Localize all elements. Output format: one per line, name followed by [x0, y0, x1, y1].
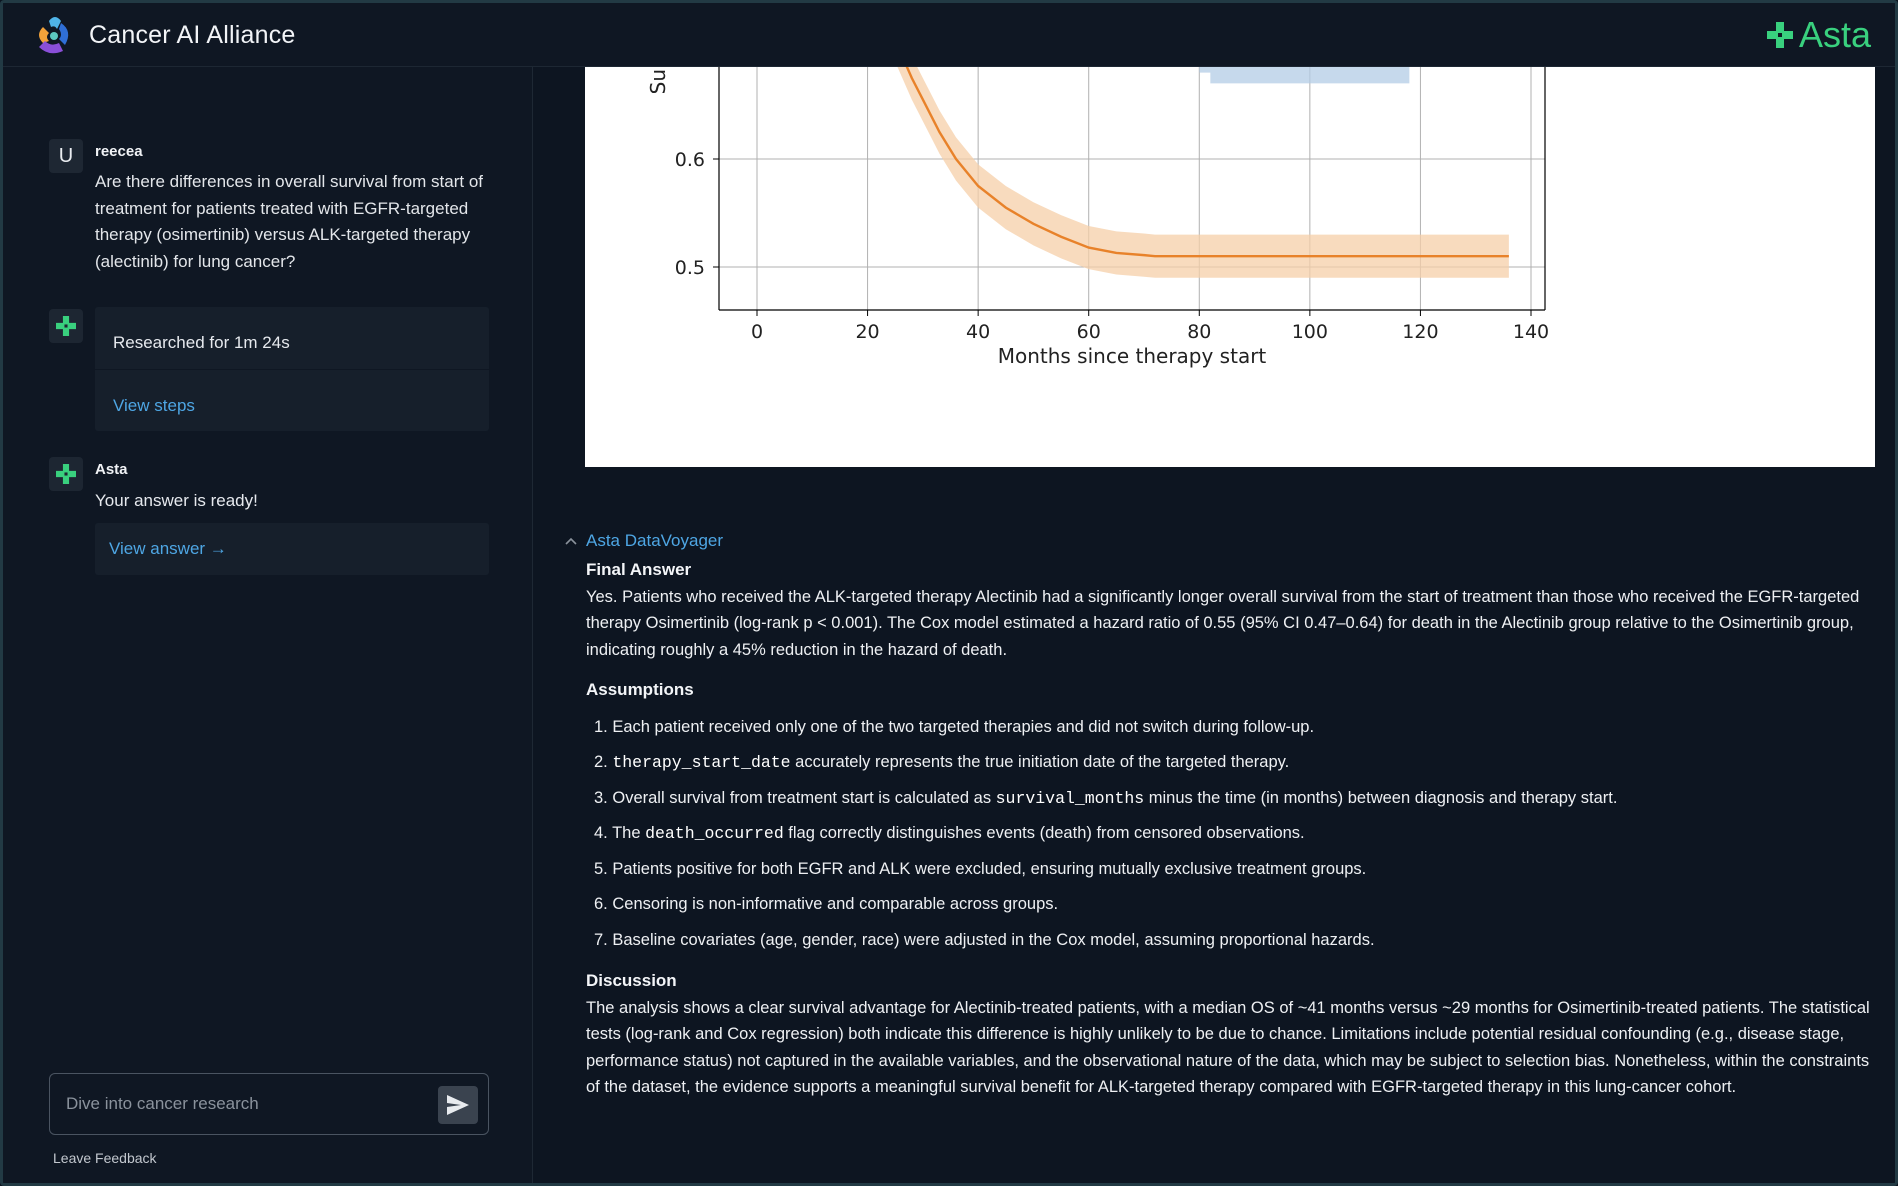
assumption-text: flag correctly distinguishes events (death) from censored observations. [783, 824, 1305, 842]
x-tick-label: 60 [1076, 321, 1101, 343]
chat-sidebar [3, 67, 533, 1186]
assumption-code: death_occurred [645, 824, 784, 843]
final-answer-text: Yes. Patients who received the ALK-targeted therapy Alectinib had a significantly longer overall survival from the start of treatment than those who received the EGFR-targeted therapy Osimertinib (log-rank p < 0.001). The Cox model estimated a hazard ratio of 0.55 (95% CI 0.47–0.64) for death in the Alectinib group relative to the Osimertinib group, indicating roughly a 45% reduction in the hazard of death. [586, 587, 1860, 659]
assumption-item [594, 887, 1886, 923]
y-tick-label: 0.6 [674, 149, 705, 171]
datavoyager-toggle[interactable] [564, 531, 723, 551]
assumption-number: 4. [594, 824, 608, 842]
assumption-number: 7. [594, 930, 608, 949]
assumption-number: 3. [594, 788, 608, 807]
discussion-heading: Discussion [586, 971, 677, 990]
assumption-code: survival_months [995, 788, 1145, 808]
asta-logo-icon [56, 464, 76, 484]
cancer-ai-alliance-logo-icon[interactable] [29, 13, 79, 59]
x-tick-label: 120 [1402, 321, 1439, 343]
top-header [3, 3, 1895, 67]
card-divider [95, 369, 489, 370]
assumption-item [594, 781, 1886, 817]
assumption-code: therapy_start_date [612, 753, 791, 772]
assistant-name: Asta [95, 461, 128, 478]
assumptions-heading: Assumptions [586, 680, 694, 699]
assumption-number: 2. [594, 753, 608, 771]
x-axis-label: Months since therapy start [997, 344, 1267, 368]
survival-chart [585, 67, 1875, 467]
x-tick-label: 140 [1512, 321, 1550, 343]
y-tick-label: 0.5 [674, 257, 705, 279]
y-axis-label: Su [646, 69, 670, 95]
assumption-text: Overall survival from treatment start is calculated as [612, 788, 996, 807]
research-duration: Researched for 1m 24s [113, 333, 290, 352]
main-content [534, 67, 1898, 1186]
asta-brand[interactable] [1767, 15, 1871, 55]
answer-content [586, 557, 1886, 1115]
brand-name: Asta [1798, 14, 1871, 55]
discussion-text: The analysis shows a clear survival advantage for Alectinib-treated patients, with a median OS of ~41 months versus ~29 months for Osimertinib-treated patients. The statistical tests (log-rank and Cox regression) both indicate this difference is highly unlikely to be due to chance. Limitations include potential residual confounding (e.g., disease stage, performance status) not captured in the available variables, and the observational nature of the data, which may be subject to selection bias. Nonetheless, within the constraints of the dataset, the evidence supports a meaningful survival benefit for ALK-targeted therapy compared with EGFR-targeted therapy in this lung-cancer cohort. [586, 998, 1870, 1096]
view-steps-link[interactable]: View steps [113, 396, 195, 415]
assumption-text: minus the time (in months) between diagnosis and therapy start. [1144, 788, 1618, 807]
user-question: Are there differences in overall survival from start of treatment for patients treated with EGFR-targeted therapy (osimertinib) versus ALK-targeted therapy (alectinib) for lung cancer? [95, 172, 484, 271]
answer-card [95, 523, 489, 575]
assumption-item [594, 745, 1886, 781]
assumption-number: 1. [594, 717, 608, 736]
username: reecea [95, 143, 143, 160]
asta-avatar [49, 309, 83, 343]
series-confidence-band [823, 67, 1509, 278]
assumption-text: The [612, 824, 646, 842]
asta-logo-icon [56, 316, 76, 336]
datavoyager-title: Asta DataVoyager [586, 531, 724, 550]
assumption-item [594, 816, 1886, 852]
assumption-text: accurately represents the true initiation date of the targeted therapy. [790, 753, 1290, 771]
send-icon [447, 1095, 469, 1115]
chevron-up-icon [564, 536, 578, 546]
research-status-card [95, 307, 489, 431]
x-tick-label: 40 [966, 321, 991, 343]
x-tick-label: 0 [750, 321, 764, 343]
assumption-item [594, 710, 1886, 746]
chat-input[interactable] [66, 1088, 426, 1120]
assumption-number: 5. [594, 859, 608, 878]
asta-logo-icon [1767, 22, 1793, 48]
series-confidence-band [1100, 67, 1410, 83]
assumption-number: 6. [594, 895, 608, 913]
x-tick-label: 100 [1291, 321, 1328, 343]
send-button[interactable] [438, 1086, 478, 1124]
survival-chart-svg [585, 67, 1875, 467]
assumptions-list [586, 710, 1886, 959]
assumption-item [594, 852, 1886, 888]
answer-ready-text: Your answer is ready! [95, 491, 258, 510]
assumption-text: Censoring is non-informative and comparable across groups. [612, 895, 1059, 913]
app-title: Cancer AI Alliance [89, 21, 296, 49]
user-avatar: U [49, 139, 83, 173]
chat-input-container [49, 1073, 489, 1135]
view-answer-link[interactable]: View answer → [109, 539, 227, 558]
assumption-text: Baseline covariates (age, gender, race) were adjusted in the Cox model, assuming proportional hazards. [612, 930, 1375, 949]
assumption-text: Each patient received only one of the two targeted therapies and did not switch during follow-up. [612, 717, 1315, 736]
leave-feedback-link[interactable]: Leave Feedback [53, 1150, 157, 1166]
assumption-text: Patients positive for both EGFR and ALK were excluded, ensuring mutually exclusive treatment groups. [612, 859, 1367, 878]
asta-avatar [49, 457, 83, 491]
x-tick-label: 80 [1187, 321, 1212, 343]
assumption-item [594, 923, 1886, 959]
final-answer-heading: Final Answer [586, 560, 692, 579]
x-tick-label: 20 [855, 321, 880, 343]
